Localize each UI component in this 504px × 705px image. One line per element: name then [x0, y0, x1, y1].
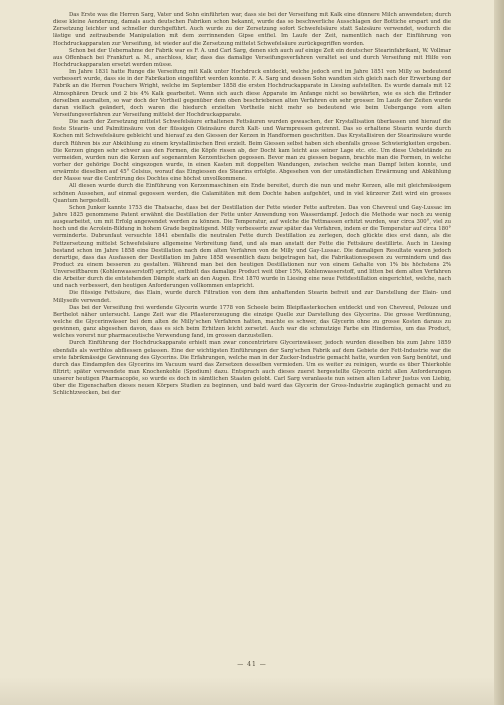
paragraph: Im Jahre 1831 hatte Runge die Verseifung mit Kalk unter Hochdruck entdeckt, welche jedoch erst im Jahre 1851 von Milly so bedeutend verbessert wurde, dass sie in der Fabrikation eingeführt werden konnte. F. A. Sarg und dessen Sohn wandten sich gleich nach der Erwerbung der Fabrik an die Herren Fouchers Wright, welche im September 1858 die ersten Hochdruckapparate in Liesing aufstellten. Es wurde damals mit 12 Atmosphären Druck und 2 bis 4% Kalk gearbeitet. Wenn sich auch diese Apparate im Anfange nicht so bewährten, wie es sich die Erfinder derselben ausmalten, so war doch der Vortheil gegenüber dem oben beschriebenen alten Verfahren ein sehr grosser. Im Laufe der Zeiten wurde daran vielfach geändert, doch waren die hiedurch erzielten Vortheile nicht mehr so bedeutend wie beim Uebergange vom alten Verseifungsverfahren zur Verseifung mittelst der Hochdruckapparate. — [53, 69, 451, 118]
paragraph: Schon bei der Uebernahme der Fabrik war es F. A. und Carl Sarg, denen sich auch auf einige Zeit ein deutscher Stearinfabrikant, W. Vollmar aus Offenbach bei Frankfurt a. M., anschloss, klar, dass das damalige Verseifungsverfahren veraltet sei und durch Verseifung mit Hilfe von Hochdruckapparaten ersetzt werden müsse. — [53, 47, 451, 68]
paragraph: Die flüssige Fettsäure, das Elain, wurde durch Filtration von dem ihm anhaftenden Stearin befreit und zur Darstellung der Elain- und Millyseife verwendet. — [53, 290, 451, 304]
body-text — [53, 12, 451, 398]
paragraph: Die nach der Zersetzung mittelst Schwefelsäure erhaltenen Fettsäuren wurden gewaschen, der Krystallisation überlassen und hierauf die feste Stearin- und Palmitinsäure von der flüssigen Oleinsäure durch Kalt- und Warmpressen getrennt. Das so erhaltene Stearin wurde durch Kochen mit Schwefelsäure gebleicht und hierauf zu den Giessen der Kerzen in Handformen geschritten. Das Krystallisiren der Stearinsäure wurde durch Rühren bis zur Abkühlung zu einem krystallinischen Brei erzielt. Beim Giessen selbst haben sich ebenfalls grosse Schwierigkeiten ergeben. Die Kerzen gingen sehr schwer aus den Formen, die Köpfe rissen ab, der Docht kam leicht aus seiner Lage etc. etc. Um diese Uebelstände zu vermeiden, wurden nun die Kerzen auf sogenannten Kerzentischen gegossen. Bevor man zu giessen begann, brachte man die Formen, in welche vorher der gehörige Docht eingezogen wurde, in einen Kasten mit doppelten Wandungen, zwischen welche man Dampf leiten konnte, und erwärmte dieselben auf 45° Celsius, worauf das Eingiessen des Stearins erfolgte. Abgesehen von der umständlichen Erwärmung und Abkühlung der Masse war die Centrirung des Dochtes eine höchst unvollkommene. — [53, 119, 451, 183]
page-edge — [494, 0, 504, 705]
paragraph: All diesen wurde durch die Einführung von Kerzenmaschinen ein Ende bereitet, durch die nun und mehr Kerzen, alle mit gleichmässigem schönen Aussehen, auf einmal gegossen werden, die Calamitäten mit dem Dochte haben aufgehört, und in viel kürzerer Zeit wird ein grosses Quantum hergestellt. — [53, 183, 451, 204]
page-number: — 41 — — [237, 661, 267, 668]
paragraph: Das bei der Verseifung frei werdende Glycerin wurde 1778 von Scheele beim Bleipflasterkochen entdeckt und von Chevreul, Pelouze und Berthelot näher untersucht. Lange Zeit war die Pflastererzeugung die einzige Quelle zur Darstellung des Glycerins. Die grosse Verdünnung, welche die Glycerinwässer bei dem alten de Milly'schen Verfahren hatten, machte es schwer, das Glycerin ohne zu grosse Kosten daraus zu gewinnen, ganz abgesehen davon, dass es sich beim Erhitzen leicht zersetzt. Auch war die schmutzige Farbe ein Hinderniss, um das Product, welches vorerst nur pharmaceutische Verwendung fand, im grossen darzustellen. — [53, 304, 451, 340]
paragraph: Schon Junker kannte 1753 die Thatsache, dass bei der Destillation der Fette wieder Fette auftreten. Das von Chevreul und Gay-Lussac im Jahre 1825 genommene Patent erwähnt die Destillation der Fette unter Anwendung von Wasserdampf. Jedoch die Methode war noch zu wenig ausgearbeitet, um mit Erfolg angewendet werden zu können. Die Temperatur, auf welche die Fettmassen erhitzt wurden, war circa 300°, viel zu hoch und die Acrolein-Bildung in hohem Grade begünstigend. Milly verbesserte zwar später das Verfahren, indem er die Temperatur auf circa 180° verminderte. Dubrunfaut versuchte 1841 ebenfalls die neutralen Fette durch Destillation zu zerlegen, doch glückte dies erst dann, als die Fettzersetzung mittelst Schwefelsäure allgemeine Verbreitung fand, und als man anstatt der Fette die Fettsäure destillirte. Auch in Liesing bestand schon im Jahre 1858 eine Destillation nach dem alten Verfahren von de Milly und Gay-Lussac. Die damaligen Resultate waren jedoch derartige, dass das Ausfassen der Destillation im Jahre 1858 wesentlich dazu beigetragen hat, die Fabrikationsspesen zu vermindern und das Product zu einem besseren zu gestalten. Während man bei den heutigen Destillationen nur von einem Gehalte von 1% bis höchstens 2% Unverseiftbarem (Kohlenwasserstoff) spricht, enthielt das damalige Product weit über 15%, Kohlenwasserstoff, und litten bei dem alten Verfahren die Arbeiter durch die entstehenden Dämpfe stark an den Augen. Erst 1870 wurde in Liesing eine neue Fettdestillation eingerichtet, welche, nach und nach verbessert, den heutigen Anforderungen vollkommen entspricht. — [53, 204, 451, 290]
paragraph: Das Erste was die Herren Sarg, Vater und Sohn einführten war, dass sie bei der Verseifung mit Kalk eine dünnere Milch anwendeten; durch diese kleine Aenderung, damals auch deutschen Fabriken schon bekannt, wurde das so beschwerliche Ausschlagen der Bottiche erspart und die Zersetzung leichter und schneller durchgeführt. Auch wurde zu der Zersetzung sofort Schwefelsäure statt Salzsäure verwendet, wodurch die lästige und zeitraubende Manipulation mit dem zerrinnenden Gipse entfiel. Im Laufe der Zeit, namentlich nach der Einführung von Hochdruckapparaten zur Verseifung, ist wieder auf die Zersetzung mittelst Schwefelsäure zurückgegriffen worden. — [53, 12, 451, 47]
paragraph: Durch Einführung der Hochdruckapparate erhielt man zwar concentrirtere Glycerinwässer, jedoch wurden dieselben bis zum Jahre 1859 ebenfalls als werthlos abfliessen gelassen. Eine der wichtigsten Einführungen der Sarg'schen Fabrik auf dem Gebiete der Fett-Industrie war die erste fabrikmässige Gewinnung des Glycerins. Die Erfahrungen, welche man in der Zucker-Industrie gemacht hatte, wurden von Sarg benützt, und durch das Eindampfen des Glycerins im Vacuum ward das Zersetzen desselben vermieden. Um es weiter zu reinigen, wurde es über Thierkohle filtrirt; später verwendete man Knochenkohle (Spodium) dazu. Entsprach auch dieses zuerst hergestellte Glycerin nicht allen Anforderungen unserer heutigen Pharmacopöe, so wurde es doch in sämtlichen Staaten gelobt. Carl Sarg veranlasste nun seinen alten Lehrer Justus von Liebig, über die Eigenschaften dieses neuen Körpers Studien zu beginnen, und bald ward das Glycerin der Gross-Industrie zugänglich gemacht und zu Schlichtzwecken, bei der — [53, 340, 451, 397]
page-shadow — [0, 677, 504, 705]
